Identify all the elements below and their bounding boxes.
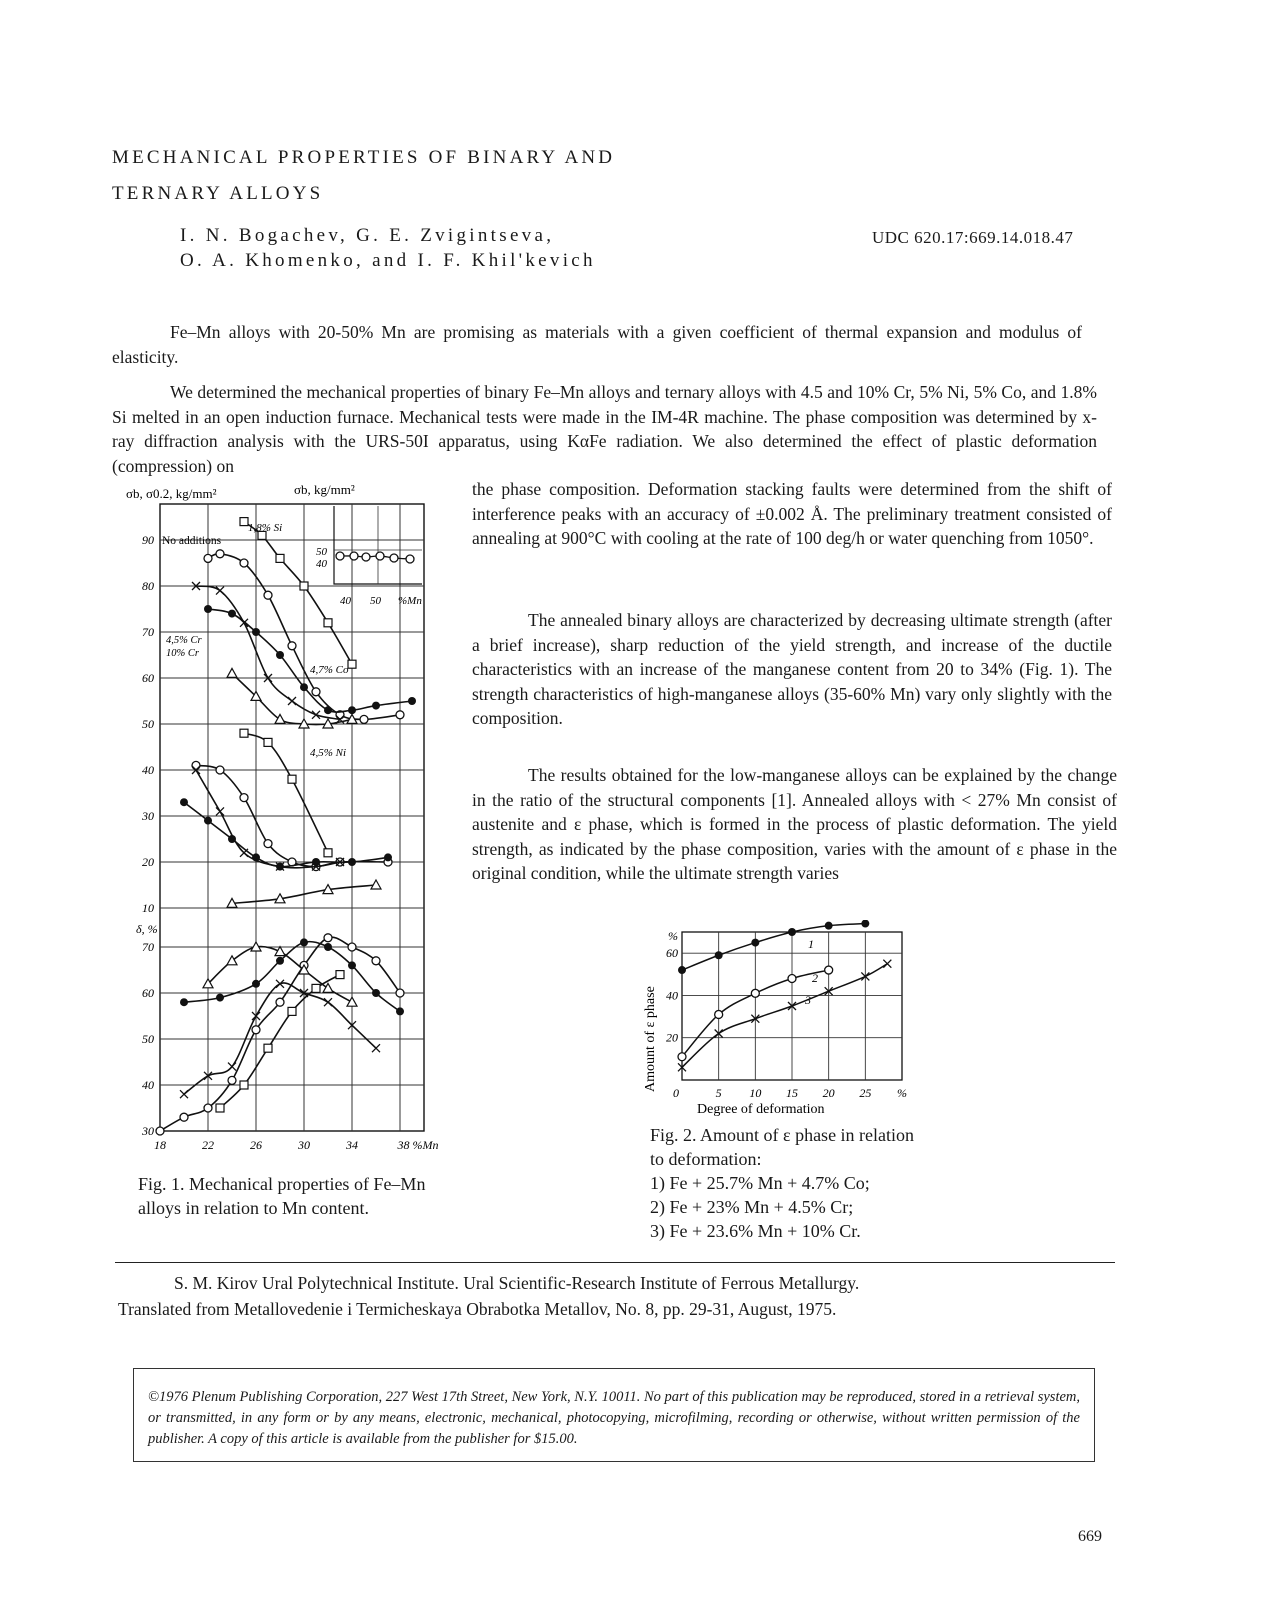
fig1-yield-line-2	[196, 770, 340, 868]
fig1-yield-point-2-1	[216, 807, 224, 815]
fig1-elongation-point-4-3	[288, 1007, 296, 1015]
fig1-strength-point-0-1	[216, 550, 224, 558]
fig1-elongation-point-1-6	[348, 961, 356, 969]
fig1-strength-point-0-0	[204, 554, 212, 562]
fig1-inset-point-3	[376, 552, 384, 560]
fig2-ticks	[666, 929, 907, 1100]
fig1-ytick-top-2: 70	[142, 625, 154, 639]
fig2-series-line-2	[682, 964, 887, 1068]
fig1-ytick-top-6: 30	[142, 809, 154, 823]
fig1-elongation-point-4-2	[264, 1044, 272, 1052]
fig1-strength-point-4-2	[276, 554, 284, 562]
affiliation-line2: Translated from Metallovedenie i Termicheskaya Obrabotka Metallov, No. 8, pp. 29-31, August, 1975.	[118, 1299, 837, 1319]
fig1-y-axis-label: σb, σ0.2, kg/mm²	[126, 486, 217, 501]
article-title	[112, 140, 615, 212]
fig1-strength-point-4-4	[324, 619, 332, 627]
fig1-strength-line-1	[208, 609, 412, 712]
fig1-elongation-line-4	[220, 975, 340, 1108]
figure-2-chart	[630, 920, 930, 1120]
fig1-yield-point-1-0	[180, 798, 188, 806]
figure-1-caption: Fig. 1. Mechanical properties of Fe–Mn alloys in relation to Mn content.	[138, 1174, 426, 1218]
fig1-yield-point-3-3	[371, 880, 381, 889]
fig1-annotation-3: 10% Cr	[166, 648, 199, 659]
fig2-series-point-0-2	[751, 939, 759, 947]
fig1-inset-point-0	[336, 552, 344, 560]
fig1-elongation-point-3-1	[227, 956, 237, 965]
fig1-xtick-3: 30	[298, 1138, 310, 1152]
fig1-xtick-0: 18	[154, 1138, 166, 1152]
fig2-series-label-0: 1	[808, 937, 814, 951]
fig1-elongation-point-1-3	[276, 957, 284, 965]
fig1-strength-line-3	[232, 673, 352, 724]
fig1-yield-point-1-5	[312, 858, 320, 866]
fig2-series-point-0-5	[861, 920, 869, 928]
fig1-strength-point-4-3	[300, 582, 308, 590]
fig1-yield-point-2-2	[240, 849, 248, 857]
fig2-series-point-1-4	[825, 966, 833, 974]
fig1-annotation-0: No additions	[162, 535, 222, 547]
fig2-caption-item-2: 2) Fe + 23% Mn + 4.5% Cr;	[650, 1197, 854, 1217]
author-line1: I. N. Bogachev, G. E. Zvigintseva,	[180, 225, 555, 246]
fig1-strength-point-3-2	[275, 714, 285, 723]
udc-code: UDC 620.17:669.14.018.47	[872, 228, 1074, 247]
fig1-strength-point-4-0	[240, 518, 248, 526]
fig1-elongation-point-2-8	[372, 1044, 380, 1052]
fig1-ytick-top-7: 20	[142, 855, 154, 869]
article-title-line2: TERNARY ALLOYS	[112, 183, 324, 204]
fig1-annotation-2: 4,5% Cr	[166, 635, 202, 646]
fig1-annotation-4: 4,7% Co	[310, 664, 349, 676]
fig1-strength-point-0-8	[396, 711, 404, 719]
fig1-strength-line-4	[244, 522, 352, 665]
fig1-yield-point-4-0	[240, 729, 248, 737]
fig1-xtick-4: 34	[346, 1138, 358, 1152]
fig1-elongation-point-4-1	[240, 1081, 248, 1089]
fig2-y-axis-label: Amount of ε phase	[643, 986, 658, 1092]
fig2-series-point-2-6	[883, 960, 891, 968]
fig1-elongation-point-3-6	[347, 997, 357, 1006]
fig1-strength-point-2-4	[288, 697, 296, 705]
fig1-ytick-bottom-1: 60	[142, 986, 154, 1000]
fig1-elongation-point-0-7	[324, 934, 332, 942]
fig1-grid	[160, 504, 424, 1131]
fig1-xtick-2: 26	[250, 1138, 262, 1152]
figure-2-caption	[650, 1123, 930, 1243]
fig1-strength-point-1-1	[228, 610, 236, 618]
fig2-series-line-0	[682, 924, 865, 971]
fig2-series-point-0-3	[788, 928, 796, 936]
fig2-series-point-1-3	[788, 975, 796, 983]
fig1-elongation-point-0-9	[372, 957, 380, 965]
fig1-strength-point-1-6	[348, 706, 356, 714]
fig2-ytick-1: 60	[666, 946, 678, 961]
fig1-strength-point-1-0	[204, 605, 212, 613]
fig1-elongation-point-0-5	[276, 998, 284, 1006]
fig1-elongation-point-3-3	[275, 947, 285, 956]
fig1-strength-point-0-3	[264, 591, 272, 599]
fig1-inset-ytick-0: 50	[316, 546, 327, 558]
fig1-yield-point-0-1	[216, 766, 224, 774]
paragraph-methods: We determined the mechanical properties of binary Fe–Mn alloys and ternary alloys with 4.5 and 10% Cr, 5% Ni, 5% Co, and 1.8% Si melted in an open induction furnace. Mechanical tests were made in the IM-4R machine. The phase composition was determined by x-ray diffraction analysis with the URS-50I apparatus, using KαFe radiation. We also determined the effect of plastic deformation (compression) on	[112, 382, 1097, 476]
fig1-strength-point-0-5	[312, 688, 320, 696]
fig1-inset-xtick-1: 50	[370, 595, 381, 607]
fig1-frame	[160, 504, 424, 1131]
fig1-elongation-point-1-1	[216, 994, 224, 1002]
fig1-inset-point-5	[406, 555, 414, 563]
fig2-series-label-1: 2	[812, 971, 818, 985]
figure-1-chart	[118, 476, 458, 1166]
fig1-y-axis-label-inset: σb, kg/mm²	[294, 482, 355, 497]
fig1-ytick-top-1: 80	[142, 579, 154, 593]
footnote-divider	[115, 1262, 1115, 1263]
fig1-elongation-line-0	[160, 937, 400, 1131]
fig1-ytick-top-3: 60	[142, 671, 154, 685]
fig1-elongation-point-1-5	[324, 943, 332, 951]
fig1-elongation-point-4-4	[312, 984, 320, 992]
fig1-ytick-bottom-2: 50	[142, 1032, 154, 1046]
fig1-inset-ytick-1: 40	[316, 558, 327, 570]
fig1-yield-line-1	[184, 802, 388, 866]
fig1-strength-point-4-5	[348, 660, 356, 668]
fig2-series-point-0-1	[715, 951, 723, 959]
author-line2: O. A. Khomenko, and I. F. Khil'kevich	[180, 250, 596, 271]
fig1-yield-point-0-2	[240, 794, 248, 802]
fig1-strength-point-0-7	[360, 715, 368, 723]
article-title-line1: MECHANICAL PROPERTIES OF BINARY AND	[112, 147, 616, 168]
fig1-elongation-point-0-4	[252, 1026, 260, 1034]
fig1-inset-xtick-2: %Mn	[398, 595, 422, 607]
fig2-ytick-0: %	[668, 929, 678, 943]
fig1-series	[156, 518, 416, 1135]
fig1-strength-point-1-5	[324, 706, 332, 714]
fig1-yield-point-1-7	[384, 853, 392, 861]
fig2-series-point-0-0	[678, 966, 686, 974]
fig2-caption-item-1: 1) Fe + 25.7% Mn + 4.7% Co;	[650, 1173, 870, 1193]
fig1-strength-point-2-1	[216, 587, 224, 595]
fig2-series-point-1-0	[678, 1053, 686, 1061]
fig1-strength-point-1-2	[252, 628, 260, 636]
fig1-elongation-point-1-7	[372, 989, 380, 997]
fig1-ytick-bottom-0: 70	[142, 940, 154, 954]
fig2-xtick-4: 20	[822, 1086, 835, 1100]
fig2-series-point-0-4	[825, 922, 833, 930]
fig1-annotation-5: 4,5% Ni	[310, 747, 347, 759]
fig1-ytick-top-8: 10	[142, 901, 154, 915]
fig2-xtick-2: 10	[749, 1086, 762, 1100]
fig1-elongation-point-1-8	[396, 1007, 404, 1015]
fig2-xtick-0: 0	[673, 1086, 679, 1100]
fig1-strength-point-1-3	[276, 651, 284, 659]
fig1-ticks	[141, 533, 439, 1152]
fig1-elongation-point-0-10	[396, 989, 404, 997]
fig2-series-point-1-1	[715, 1010, 723, 1018]
paragraph-methods-continued: the phase composition. Deformation stacking faults were determined from the shift of interference peaks with an accuracy of ±0.002 Å. The preliminary treatment consisted of annealing at 900°C with cooling at the rate of 100 deg/h or water quenching from 1050°.	[472, 479, 1112, 548]
fig1-elongation-point-1-0	[180, 998, 188, 1006]
fig1-elongation-point-2-6	[324, 998, 332, 1006]
fig2-ytick-3: 20	[666, 1030, 678, 1045]
affiliation-note	[118, 1270, 1118, 1322]
fig1-yield-point-1-6	[348, 858, 356, 866]
fig1-elongation-point-4-0	[216, 1104, 224, 1112]
fig1-inset-point-4	[390, 554, 398, 562]
fig1-xtick-1: 22	[202, 1138, 214, 1152]
fig2-series-point-1-2	[751, 989, 759, 997]
fig1-yield-point-0-3	[264, 840, 272, 848]
page-number: 669	[1078, 1528, 1102, 1545]
fig1-elongation-point-0-1	[180, 1113, 188, 1121]
fig2-series-label-2: 3	[805, 993, 811, 1007]
fig1-inset-point-1	[350, 552, 358, 560]
fig1-ytick-bottom-3: 40	[142, 1078, 154, 1092]
copyright-box: ©1976 Plenum Publishing Corporation, 227 West 17th Street, New York, N.Y. 10011. No part of this publication may be reproduced, stored in a retrieval system, or transmitted, in any form or by any means, electronic, mechanical, photocopying, microfilming, recording or otherwise, without written permission of the publisher. A copy of this article is available from the publisher for $15.00.	[133, 1368, 1095, 1462]
author-list	[180, 223, 596, 273]
fig1-yield-point-4-2	[288, 775, 296, 783]
fig1-elongation-point-2-0	[180, 1090, 188, 1098]
fig1-elongation-point-3-5	[323, 983, 333, 992]
fig1-annotation-1: 1,8% Si	[248, 522, 283, 534]
fig1-inset	[316, 506, 422, 607]
fig1-yield-point-0-0	[192, 761, 200, 769]
fig2-x-axis-label: Degree of deformation	[697, 1102, 825, 1117]
fig1-elongation-point-0-0	[156, 1127, 164, 1135]
fig1-elongation-point-1-2	[252, 980, 260, 988]
fig1-strength-point-0-2	[240, 559, 248, 567]
fig1-ytick-top-5: 40	[142, 763, 154, 777]
paragraph-results: The results obtained for the low-manganese alloys can be explained by the change in the ratio of the structural components [1]. Annealed alloys with < 27% Mn consist of austenite and ε phase, which is formed in the process of plastic deformation. The yield strength, as indicated by the phase composition, varies with the amount of ε phase in the original condition, while the ultimate strength varies	[472, 765, 1117, 883]
fig1-inset-point-2	[362, 553, 370, 561]
paragraph-intro: Fe–Mn alloys with 20-50% Mn are promising as materials with a given coefficient of thermal expansion and modulus of elasticity.	[112, 322, 1082, 367]
fig1-strength-point-2-5	[312, 711, 320, 719]
fig1-yield-point-4-3	[324, 849, 332, 857]
fig1-yield-point-1-1	[204, 817, 212, 825]
fig1-elongation-point-2-2	[228, 1063, 236, 1071]
fig1-elongation-line-1	[184, 942, 400, 1012]
fig1-yield-point-4-1	[264, 738, 272, 746]
fig1-elongation-point-4-5	[336, 971, 344, 979]
affiliation-line1: S. M. Kirov Ural Polytechnical Institute. Ural Scientific-Research Institute of Ferrous Metallurgy.	[174, 1273, 860, 1293]
fig1-strength-point-1-4	[300, 683, 308, 691]
fig2-ytick-2: 40	[666, 988, 678, 1003]
fig1-ytick-top-4: 50	[142, 717, 154, 731]
fig1-elongation-point-0-3	[228, 1076, 236, 1084]
fig1-elongation-point-0-8	[348, 943, 356, 951]
fig2-xtick-1: 5	[715, 1086, 722, 1100]
fig1-ytick-top-0: 90	[142, 533, 154, 547]
fig1-strength-point-0-4	[288, 642, 296, 650]
fig1-xtick-5: 38 %Mn	[397, 1138, 439, 1152]
fig1-ytick-bottom-4: 30	[142, 1124, 154, 1138]
fig1-strength-point-3-0	[227, 668, 237, 677]
fig1-elongation-point-1-4	[300, 938, 308, 946]
fig1-elongation-axis-label: δ, %	[136, 922, 158, 936]
fig2-xtick-6: %	[897, 1086, 907, 1100]
fig2-caption-item-3: 3) Fe + 23.6% Mn + 10% Cr.	[650, 1221, 861, 1241]
fig2-xtick-5: 25	[859, 1086, 872, 1100]
fig1-elongation-point-0-2	[204, 1104, 212, 1112]
fig2-xtick-3: 15	[786, 1086, 798, 1100]
fig1-strength-point-1-8	[408, 697, 416, 705]
fig1-strength-point-1-7	[372, 702, 380, 710]
paragraph-annealed: The annealed binary alloys are characterized by decreasing ultimate strength (after a brief increase), sharp reduction of the yield strength, and increase of the ductile characteristics with an increase of the manganese content from 20 to 34% (Fig. 1). The strength characteristics of high-manganese alloys (35-60% Mn) vary only slightly with the composition.	[472, 610, 1112, 728]
fig1-strength-point-2-2	[240, 619, 248, 627]
fig2-caption-title: Fig. 2. Amount of ε phase in relation to deformation:	[650, 1125, 915, 1169]
fig1-inset-xtick-0: 40	[340, 595, 351, 607]
